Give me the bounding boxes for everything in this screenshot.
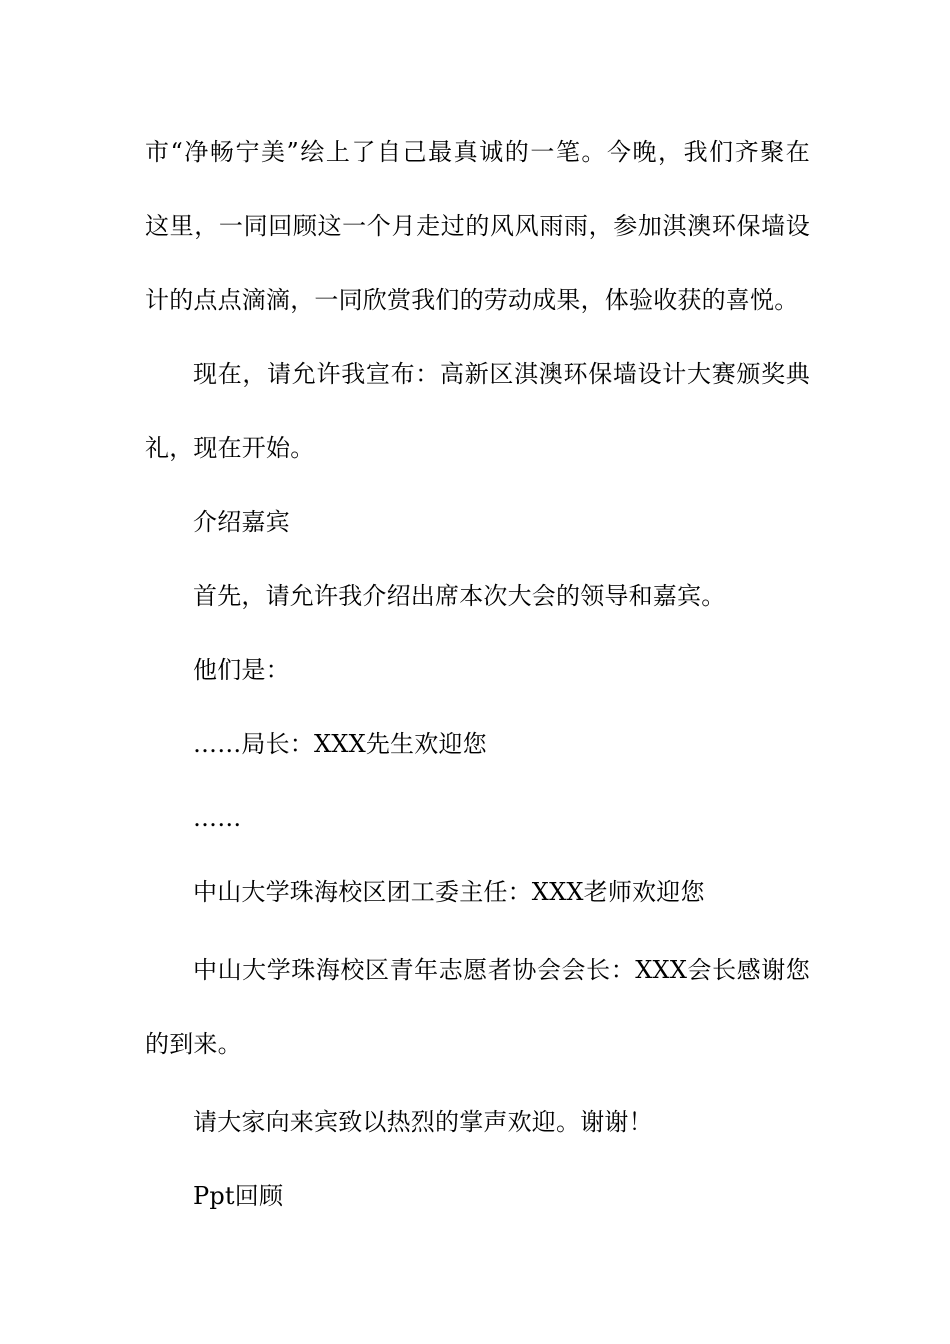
text-line: 这里，一同回顾这一个月走过的风风雨雨，参加淇澳环保墙设 (145, 212, 810, 240)
text-line: 中山大学珠海校区青年志愿者协会会长：XXX会长感谢您 (193, 956, 810, 984)
text-line: 礼，现在开始。 (145, 434, 315, 462)
text-line: 他们是： (193, 656, 290, 684)
text-line: Ppt回顾 (193, 1182, 284, 1210)
text-line: 的到来。 (145, 1030, 242, 1058)
section-heading: 介绍嘉宾 (193, 508, 290, 536)
text-line: ……局长：XXX先生欢迎您 (193, 730, 487, 758)
text-line: 中山大学珠海校区团工委主任：XXX老师欢迎您 (193, 878, 705, 906)
text-line: …… (193, 804, 242, 832)
text-line: 首先，请允许我介绍出席本次大会的领导和嘉宾。 (193, 582, 726, 610)
text-line: 市“净畅宁美”绘上了自己最真诚的一笔。今晚，我们齐聚在 (145, 138, 810, 166)
text-line: 现在，请允许我宣布：高新区淇澳环保墙设计大赛颁奖典 (193, 360, 810, 388)
text-line: 请大家向来宾致以热烈的掌声欢迎。谢谢！ (193, 1108, 653, 1136)
text-line: 计的点点滴滴，一同欣赏我们的劳动成果，体验收获的喜悦。 (145, 286, 799, 314)
